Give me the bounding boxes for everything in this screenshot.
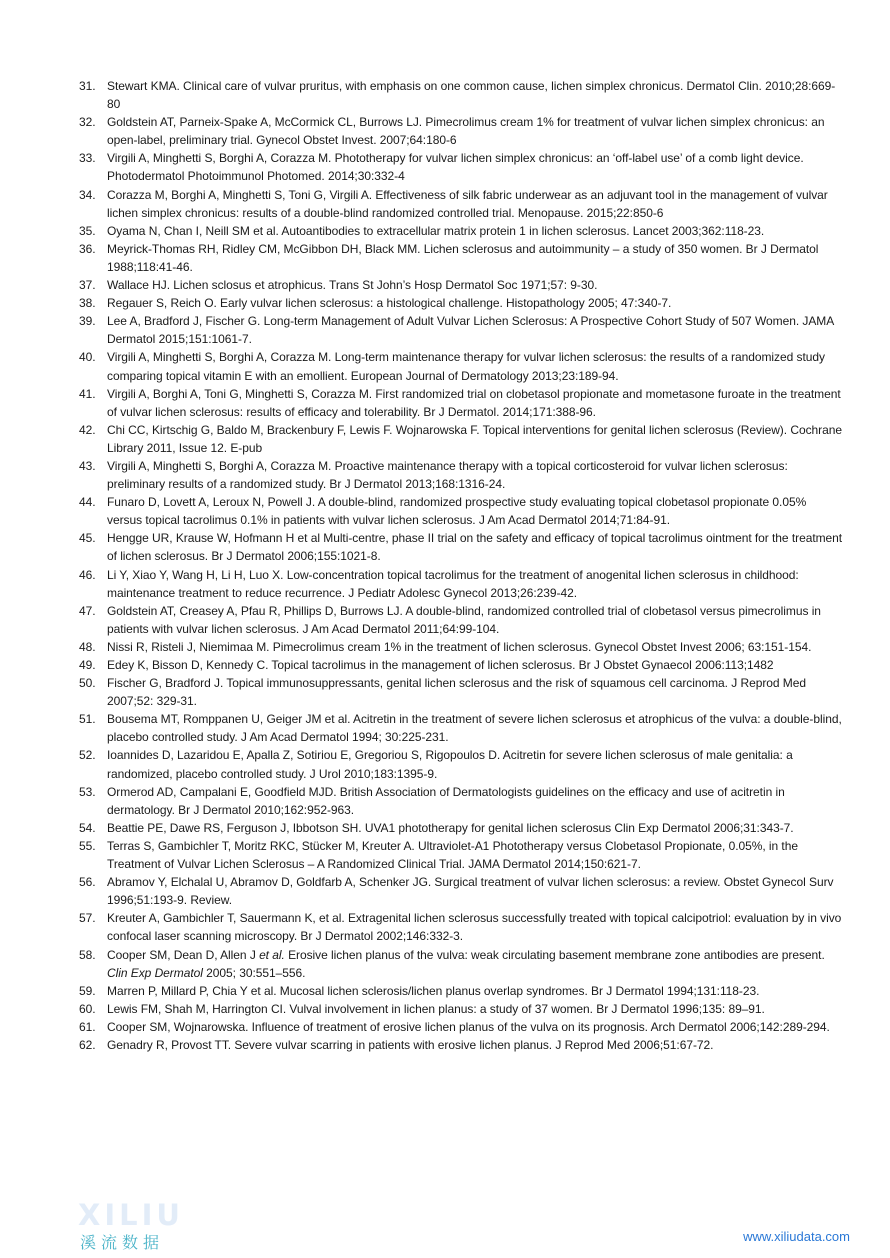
reference-item xyxy=(74,746,844,782)
reference-number: 34. xyxy=(79,187,96,202)
reference-item xyxy=(74,873,844,909)
reference-item xyxy=(74,566,844,602)
reference-text-part: 2005; 30:551–556. xyxy=(202,965,306,980)
reference-italic-text: Clin Exp Dermatol xyxy=(107,965,203,980)
reference-number: 41. xyxy=(79,386,96,401)
reference-number: 40. xyxy=(79,350,96,365)
reference-text-part: Cooper SM, Dean D, Allen J xyxy=(107,947,260,962)
reference-text: Oyama N, Chan I, Neill SM et al. Autoantibodies to extracellular matrix protein 1 in lichen sclerosus. Lancet 2003;362:118-23. xyxy=(107,223,765,238)
reference-text: Genadry R, Provost TT. Severe vulvar scarring in patients with erosive lichen planus. J Reprod Med 2006;51:67-72. xyxy=(107,1037,714,1052)
watermark-logo-chinese: 溪流数据 xyxy=(80,1233,165,1252)
reference-text: Lewis FM, Shah M, Harrington CI. Vulval involvement in lichen planus: a study of 37 women. Br J Dermatol 1996;135: 89–91. xyxy=(107,1001,765,1016)
reference-number: 38. xyxy=(79,296,96,311)
reference-text: Beattie PE, Dawe RS, Ferguson J, Ibbotson SH. UVA1 phototherapy for genital lichen sclerosus Clin Exp Dermatol 2006;31:343-7. xyxy=(107,820,794,835)
reference-text: Hengge UR, Krause W, Hofmann H et al Multi-centre, phase II trial on the safety and efficacy of topical tacrolimus ointment for the treatment of lichen sclerosus. Br J Dermatol 2006;155:1021-8. xyxy=(107,531,843,564)
reference-text: Li Y, Xiao Y, Wang H, Li H, Luo X. Low-concentration topical tacrolimus for the treatment of anogenital lichen sclerosus in childhood: maintenance treatment to reduce recurrence. J Pediatr Adolesc Gynecol 2013;26:239-42. xyxy=(107,567,799,600)
reference-item xyxy=(74,312,844,348)
reference-number: 51. xyxy=(79,712,96,727)
reference-item xyxy=(74,783,844,819)
watermark-url: www.xiliudata.com xyxy=(743,1229,850,1244)
reference-text: Chi CC, Kirtschig G, Baldo M, Brackenbury F, Lewis F. Wojnarowska F. Topical interventions for genital lichen sclerosus (Review). Cochrane Library 2011, Issue 12. E-pub xyxy=(107,422,842,455)
reference-number: 62. xyxy=(79,1037,96,1052)
reference-text-part: Erosive lichen planus of the vulva: weak circulating basement membrane zone antibodies are present. xyxy=(284,947,825,962)
reference-text: Wallace HJ. Lichen sclosus et atrophicus. Trans St John’s Hosp Dermatol Soc 1971;57: 9-30. xyxy=(107,278,598,293)
reference-number: 47. xyxy=(79,603,96,618)
reference-text: Kreuter A, Gambichler T, Sauermann K, et al. Extragenital lichen sclerosus successfully treated with topical calcipotriol: evaluation by in vivo confocal laser scanning microscopy. Br J Dermatol 2002;146:332-3. xyxy=(107,911,842,944)
reference-item xyxy=(74,982,844,1000)
reference-list xyxy=(74,77,844,1054)
reference-number: 44. xyxy=(79,495,96,510)
reference-number: 54. xyxy=(79,820,96,835)
reference-number: 32. xyxy=(79,115,96,130)
reference-item xyxy=(74,674,844,710)
reference-text: Ioannides D, Lazaridou E, Apalla Z, Sotiriou E, Gregoriou S, Rigopoulos D. Acitretin for severe lichen sclerosus of male genitalia: a randomized, placebo controlled study. J Urol 2010;183:1395-9. xyxy=(107,748,793,781)
reference-text: Goldstein AT, Creasey A, Pfau R, Phillips D, Burrows LJ. A double-blind, randomized controlled trial of clobetasol versus pimecrolimus in patients with vulvar lichen sclerosus. J Am Acad Dermatol 2011;64:99-104. xyxy=(107,603,821,636)
reference-item xyxy=(74,276,844,294)
reference-number: 48. xyxy=(79,639,96,654)
reference-number: 37. xyxy=(79,278,96,293)
reference-text: Terras S, Gambichler T, Moritz RKC, Stücker M, Kreuter A. Ultraviolet-A1 Phototherapy versus Clobetasol Propionate, 0.05%, in the Treatment of Vulvar Lichen Sclerosus – A Randomized Clinical Trial. JAMA Dermatol 2014;150:621-7. xyxy=(107,838,798,872)
reference-item xyxy=(74,819,844,837)
reference-number: 53. xyxy=(79,784,96,799)
reference-number: 49. xyxy=(79,658,96,672)
reference-number: 56. xyxy=(79,875,96,890)
reference-item xyxy=(74,421,844,457)
reference-item xyxy=(74,638,844,656)
reference-text: Virgili A, Borghi A, Toni G, Minghetti S, Corazza M. First randomized trial on clobetasol propionate and mometasone furoate in the treatment of vulvar lichen sclerosus: results of efficacy and tolerability. Br J Dermatol. 2014;171:388-96. xyxy=(107,386,841,419)
reference-item xyxy=(74,837,844,873)
reference-item xyxy=(74,348,844,384)
reference-text: Virgili A, Minghetti S, Borghi A, Corazza M. Proactive maintenance therapy with a topical corticosteroid for vulvar lichen sclerosus: preliminary results of a randomized study. Br J Dermatol 2013;168:1316-24. xyxy=(107,458,788,492)
reference-text xyxy=(107,948,825,980)
reference-text: Cooper SM, Wojnarowska. Influence of treatment of erosive lichen planus of the vulva on its prognosis. Arch Dermatol 2006;142:289-294. xyxy=(107,1019,830,1034)
reference-number: 43. xyxy=(79,458,96,473)
reference-number: 61. xyxy=(79,1019,96,1034)
reference-text: Edey K, Bisson D, Kennedy C. Topical tacrolimus in the management of lichen sclerosus. Br J Obstet Gynaecol 2006:113;1482 xyxy=(107,658,774,672)
reference-text: Abramov Y, Elchalal U, Abramov D, Goldfarb A, Schenker JG. Surgical treatment of vulvar lichen sclerosus: a review. Obstet Gynecol Surv 1996;51:193-9. Review. xyxy=(107,875,834,908)
reference-number: 36. xyxy=(79,241,96,256)
reference-number: 59. xyxy=(79,983,96,998)
reference-text: Lee A, Bradford J, Fischer G. Long-term Management of Adult Vulvar Lichen Sclerosus: A Prospective Cohort Study of 507 Women. JAMA Dermatol 2015;151:1061-7. xyxy=(107,314,834,347)
reference-item xyxy=(74,149,844,185)
reference-number: 55. xyxy=(79,838,96,853)
reference-number: 60. xyxy=(79,1001,96,1016)
reference-italic-text: et al. xyxy=(259,947,285,962)
reference-text: Bousema MT, Romppanen U, Geiger JM et al. Acitretin in the treatment of severe lichen sclerosus et atrophicus of the vulva: a double-blind, placebo controlled study. J Am Acad Dermatol 1994; 30:225-231. xyxy=(107,712,842,745)
reference-item xyxy=(74,186,844,222)
reference-number: 50. xyxy=(79,676,96,691)
reference-item xyxy=(74,240,844,276)
reference-number: 33. xyxy=(79,151,96,166)
reference-number: 39. xyxy=(79,314,96,329)
reference-item xyxy=(74,77,844,113)
reference-text: Regauer S, Reich O. Early vulvar lichen sclerosus: a histological challenge. Histopathology 2005; 47:340-7. xyxy=(107,296,672,311)
reference-text: Fischer G, Bradford J. Topical immunosuppressants, genital lichen sclerosus and the risk of squamous cell carcinoma. J Reprod Med 2007;52: 329-31. xyxy=(107,676,806,709)
reference-number: 58. xyxy=(79,947,96,962)
watermark-logo-letters: XILIU xyxy=(78,1198,184,1232)
reference-number: 31. xyxy=(79,79,96,93)
reference-item xyxy=(74,222,844,240)
reference-text: Virgili A, Minghetti S, Borghi A, Corazza M. Long-term maintenance therapy for vulvar lichen sclerosus: the results of a randomized study comparing topical vitamin E with an emollient. European Journal of Dermatology 2013;23:189-94. xyxy=(107,350,825,383)
reference-item xyxy=(74,1000,844,1018)
reference-item xyxy=(74,909,844,945)
reference-item xyxy=(74,656,844,674)
reference-number: 35. xyxy=(79,223,96,238)
reference-item xyxy=(74,457,844,493)
reference-text: Goldstein AT, Parneix-Spake A, McCormick CL, Burrows LJ. Pimecrolimus cream 1% for treatment of vulvar lichen simplex chronicus: an open-label, preliminary trial. Gynecol Obstet Invest. 2007;64:180-6 xyxy=(107,115,825,148)
reference-item xyxy=(74,946,844,982)
reference-item xyxy=(74,529,844,565)
reference-number: 52. xyxy=(79,748,96,763)
reference-number: 46. xyxy=(79,567,96,582)
reference-item xyxy=(74,493,844,529)
reference-item xyxy=(74,710,844,746)
reference-text: Funaro D, Lovett A, Leroux N, Powell J. A double-blind, randomized prospective study evaluating topical clobetasol propionate 0.05% versus topical tacrolimus 0.1% in patients with vulvar lichen sclerosus. J Am Acad Dermatol 2014;71:84-91. xyxy=(107,495,807,528)
reference-item xyxy=(74,113,844,149)
reference-text: Stewart KMA. Clinical care of vulvar pruritus, with emphasis on one common cause, lichen simplex chronicus. Dermatol Clin. 2010;28:669-80 xyxy=(107,79,836,112)
reference-text: Nissi R, Risteli J, Niemimaa M. Pimecrolimus cream 1% in the treatment of lichen sclerosus. Gynecol Obstet Invest 2006; 63:151-154. xyxy=(107,639,812,654)
reference-item xyxy=(74,1018,844,1036)
reference-text: Marren P, Millard P, Chia Y et al. Mucosal lichen sclerosis/lichen planus overlap syndromes. Br J Dermatol 1994;131:118-23. xyxy=(107,983,760,998)
reference-item xyxy=(74,294,844,312)
reference-text: Meyrick-Thomas RH, Ridley CM, McGibbon DH, Black MM. Lichen sclerosus and autoimmunity – a study of 350 women. Br J Dermatol 1988;118:41-46. xyxy=(107,241,819,274)
reference-text: Ormerod AD, Campalani E, Goodfield MJD. British Association of Dermatologists guidelines on the efficacy and use of acitretin in dermatology. Br J Dermatol 2010;162:952-963. xyxy=(107,784,785,817)
reference-number: 57. xyxy=(79,911,96,926)
reference-text: Virgili A, Minghetti S, Borghi A, Corazza M. Phototherapy for vulvar lichen simplex chronicus: an ‘off-label use’ of a comb light device. Photodermatol Photoimmunol Photomed. 2014;30:332-4 xyxy=(107,151,804,184)
reference-item xyxy=(74,602,844,638)
reference-text: Corazza M, Borghi A, Minghetti S, Toni G, Virgili A. Effectiveness of silk fabric underwear as an adjuvant tool in the management of vulvar lichen simplex chronicus: results of a double-blind randomized controlled trial. Menopause. 2015;22:850-6 xyxy=(107,187,828,220)
reference-item xyxy=(74,1036,844,1054)
reference-number: 42. xyxy=(79,422,96,437)
reference-number: 45. xyxy=(79,531,96,546)
reference-item xyxy=(74,385,844,421)
watermark-logo xyxy=(78,1198,188,1256)
